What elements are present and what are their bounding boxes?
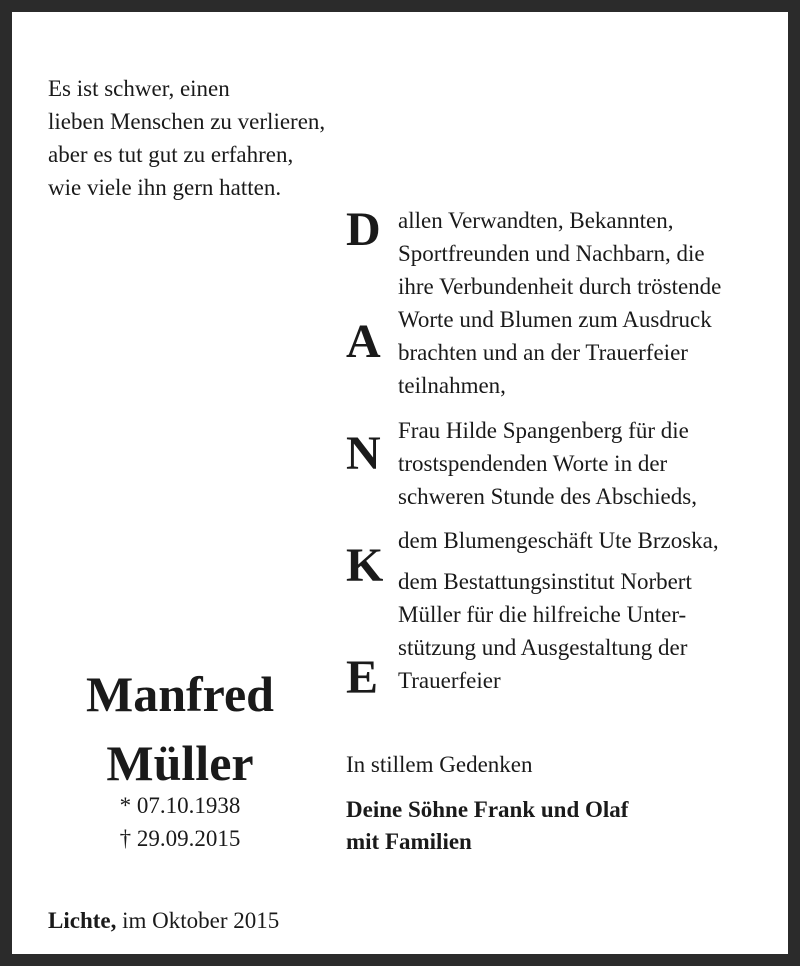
acrostic-letter-n: N [346, 427, 381, 480]
verse-line: aber es tut gut zu erfahren, [48, 142, 294, 167]
thanks-line: Trauerfeier [398, 668, 501, 693]
closing-greeting: In stillem Gedenken [346, 752, 533, 777]
thanks-line: dem Blumengeschäft Ute Brzoska, [398, 528, 719, 553]
thanks-line: Sportfreunden und Nachbarn, die [398, 241, 705, 266]
thanks-line: Worte und Blumen zum Ausdruck [398, 307, 712, 332]
thanks-line: stützung und Ausgestaltung der [398, 635, 688, 660]
thanks-line: teilnahmen, [398, 373, 506, 398]
thanks-line: Frau Hilde Spangenberg für die [398, 418, 689, 443]
deceased-last-name: Müller [106, 735, 254, 791]
acrostic-letter-a: A [346, 315, 381, 368]
thanks-line: schweren Stunde des Abschieds, [398, 484, 697, 509]
thanks-line: allen Verwandten, Bekannten, [398, 208, 674, 233]
thanks-paragraph-relatives [398, 204, 721, 402]
birth-date: * 07.10.1938 [119, 793, 241, 818]
thanks-paragraph-florist [398, 524, 719, 557]
thanks-line: brachten und an der Trauerfeier [398, 340, 688, 365]
deceased-first-name: Manfred [86, 666, 274, 722]
verse [48, 72, 325, 204]
verse-line: lieben Menschen zu verlieren, [48, 109, 326, 134]
death-date: † 29.09.2015 [119, 826, 241, 851]
thanks-paragraph-funeral-home [398, 565, 692, 697]
place: Lichte, [48, 908, 117, 933]
thanks-line: dem Bestattungsinstitut Norbert [398, 569, 692, 594]
acrostic-letter-d: D [346, 203, 381, 256]
acrostic-letter-k: K [346, 539, 384, 592]
thanks-line: Müller für die hilfreiche Unter- [398, 602, 687, 627]
verse-line: Es ist schwer, einen [48, 76, 230, 101]
date: im Oktober 2015 [122, 908, 280, 933]
signer-line: Deine Söhne Frank und Olaf [346, 797, 629, 822]
thanks-paragraph-speaker [398, 414, 697, 513]
place-date-line [48, 905, 279, 937]
acrostic-letter-e: E [346, 651, 379, 704]
thanks-line: ihre Verbundenheit durch tröstende [398, 274, 722, 299]
thanks-line: trostspendenden Worte in der [398, 451, 668, 476]
signer-line: mit Familien [346, 829, 472, 854]
verse-line: wie viele ihn gern hatten. [48, 175, 282, 200]
